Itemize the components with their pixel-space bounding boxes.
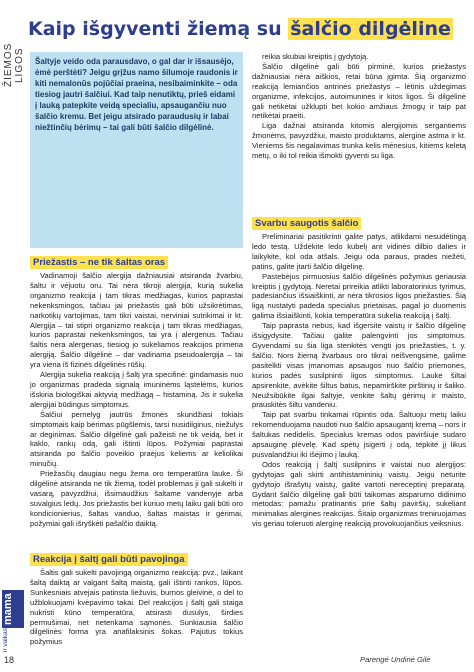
- logo-main: mama: [2, 590, 24, 628]
- column-2-top: [252, 52, 466, 214]
- article-title: [28, 18, 468, 40]
- paragraph: Vadinamoji šalčio alergija dažniausiai atsiranda žvarbiu, šaltu ir vėjuotu oru. Tai nėra tikroji alergija, kurią sukelia organizmo reakcija į tam tikras medžiagas, kurios paprastai nekenksmingos, tačiau jai priežastis gali būti užsikrėtimas, narkotikų vartojimas, tam tikri vaistai, nerviniai sutrikimai ir kt. Alergija – tai stipri organizmo reakcija į tam tikras medžiagas, kurios paprastai nekenksmingos, tai yra į alergenus. Tačiau šaltis nėra alergenas, tiesiog jo sukeliamos reakcijos primena alergiją. Šalčio dilgėlinė – dar vadinama pseudoalergija – tai yra viena iš fizinės dilgėlinės rūšių.: [30, 271, 243, 370]
- paragraph: reikia skubiai kreiptis į gydytoją.: [262, 52, 369, 61]
- paragraph: Liga dažnai atsiranda kitomis alergijomis sergantiems žmonėms, pavyzdžiui, maisto produktams, alergine astma ir kt. Vieniems šis negalavimas trunka kelis mėnesius, kitiems keletą metų, o iki tol reikia išmokti gyventi su liga.: [252, 121, 466, 161]
- column-1-top: [30, 271, 243, 547]
- section-label: ŽIEMOS LIGOS: [3, 42, 25, 88]
- author-signature: Parengė Undinė Gilė: [360, 655, 431, 664]
- paragraph: Šaltis gali sukelti pavojingą organizmo reakciją: pvz., laikant šaltą daiktą ar valgant šaltą maistą, gali ištinti rankos, lūpos. Sunkesniais atvejais patinsta liežuvis, burnos gleivinė, o del to užblokuojami kvėpavimo takai. Del reakcijos į šaltį gali staiga nukristi kūno temperatūra, atsirasti dusulys, širdies permušimai, net netenkama sąmonės. Sunkiausia šalčio dilgėlinės forma yra anafilaksinis šokas. Pajutus tokius požymius: [30, 568, 243, 647]
- paragraph: Priežasčių daugiau negu žema oro temperatūra lauke. Ši dilgėlinė atsiranda ne tik žiemą, todėl problemas ji gali sukelti ir vasarą, pavyzdžiui, išsimaudžius šaltame vandenyje arba suvalgius ledų. Jos priežastis bet kuriuo metų laiku gali būti oro kondicionierius, šaltas vanduo, šaltas maistas ir gėrimai, požymiai gali išryškėti pašalčio daiktą.: [30, 469, 243, 528]
- column-1-bottom: [30, 568, 243, 666]
- section-heading-reaction: Reakcija į šaltį gali būti pavojinga: [30, 553, 188, 566]
- paragraph: Odos reakciją į šaltį susilpnins ir vaistai nuo alergijos: gydytojas gali skirti antihistamininių vaistų. Jeigu neturite gydytojo išrašytų vaistų, galite vartoti nereceptinį preparatą. Gydant šalčio dilgėlinę gali būti taikomas atsparumo didinimo metodas: pamažu pratinantis prie šaltų paviršių, sukeliant minimalias alergines reakcijas. Šitaip organizmas treniruojamas vis geriau toleruoti alerginę reakciją provokuojančius veiksnius.: [252, 459, 466, 529]
- title-highlight: šalčio dilgėline: [290, 18, 451, 40]
- paragraph: Pastebėjus pirmuosius šalčio dilgėlinės požymius geriausia kreiptis į gydytoją. Neretai prireikia atlikti laboratorinius tyrimus, padesiančius išsiaiškinti, ar nėra tikrosios ligos priežasties. Šią ligą nustatyti padeda specialus prietaisas, pagal jo duomenis galima išsiaiškinti, kokia temperatūra sukelia reakciją į šaltį.: [252, 271, 466, 321]
- paragraph: Taip paprasta nebus, kad išgersite vaistų ir šalčio dilgėlinę išsigydysite. Tačiau galite palengvinti jos simptomus. Gyvendami su šia liga stenkitės vengti jos priežasties, t. y. šalčio. Nors žiemą žvarbaus oro tikrai neišvengsime, galime pasitelkti visas įmanomas apsaugos nuo šalčio priemones, kurios padės susilpninti ligos simptomus. Lauke šiltai apsirenkite, avėkite šiltus batus, nepamirškite pirštinių ir šaliko. Neužsibūkite ilgai šaltyje, venkite šaltų gėrimų ir maisto, prauskitės šiltu vandeniu.: [252, 321, 466, 410]
- intro-box: Šaltyje veido oda parausdavo, o gal dar ir išsausėjo, ėmė perštėti? Jeigu grįžus namo šilumoje raudonis ir kiti nemalonūs pojūčiai praeina, nesibaiminkite – oda tiesiog jautri šalčiui. Kad taip nenutiktų, prieš eidami į lauką patepkite veidą specialiu, apsaugančiu nuo šalčio kremu. Bet jeigu atsirado paraudusių ir labai niežtinčių bėrimų – tai gali būti šalčio dilgėlinė.: [30, 52, 243, 248]
- paragraph: Taip pat svarbu tinkamai rūpintis oda. Šaltuoju metų laiku rekomenduojama naudoti nuo šalčio apsaugantį kremą – nors ir šaltukas nedidelis. Specialus kremas odos paviršiuje sudaro apsauginę plėvelę. Kad spėtų įsigerti į odą, tepkite jį likus pusvalandžiui iki išėjimo į lauką.: [252, 410, 466, 459]
- paragraph: Šalčio dilgėlinė gali būti pirminė, kurios priežastys dažniausiai nėra aiškios, retai būna įgimta. Šią organizmo reakciją lemiančios antrinės priežastys – lėtinis uždegimas organizme, infekcijos, autoimuninės ir kitos ligos. Ši dilgėlinė gali netikėtai užklupti bet kokio amžiaus žmogų ir taip pat netikėtai praeiti.: [252, 61, 466, 121]
- section-heading-cause: Priežastis – ne tik šaltas oras: [30, 256, 168, 269]
- paragraph: Alergija sukelia reakciją į šaltį yra specifinė: gindamasis nuo jo organizmas pradeda signalą imuninėms ląstelėms, kurios išskiria biologiškai aktyvią medžiagą – histaminą. Jis ir sukelia alergijai būdingus simptomus.: [30, 370, 243, 409]
- logo-sub: ir vaikas: [2, 628, 9, 652]
- page-number: 18: [4, 655, 15, 665]
- side-strip: [0, 0, 26, 672]
- title-plain: Kaip išgyventi žiemą su: [28, 18, 289, 40]
- paragraph: Preliminariai pasitikrinti galite patys, atlikdami nesudėtingą ledo testą. Uždėkite ledo kubelį ant vidinės dilbio dalies ir laikykite, kol oda atšals. Jeigu oda paraus, prades niežėti, patins, galite įtarti šalčio dilgėlinę.: [252, 232, 466, 271]
- magazine-logo: [2, 590, 24, 650]
- section-heading-protect: Svarbu saugotis šalčio: [252, 217, 361, 230]
- column-2-bottom: [252, 232, 466, 648]
- paragraph: Šalčiui pernelyg jautrūs žmonės skundžiasi tokiais simptomais kaip bėrimas pūgšlemis, tarsi nusidilginus, niežulys ar deginimas. Šalčio dilgėlinė gali pažeisti ne tik veidą, bet ir kaklo, rankų odą, gali ištinti lūpos. Požymiai paprastai atsiranda po šalčio poveikio praėjus keliems ar keliolikai minučių.: [30, 409, 243, 469]
